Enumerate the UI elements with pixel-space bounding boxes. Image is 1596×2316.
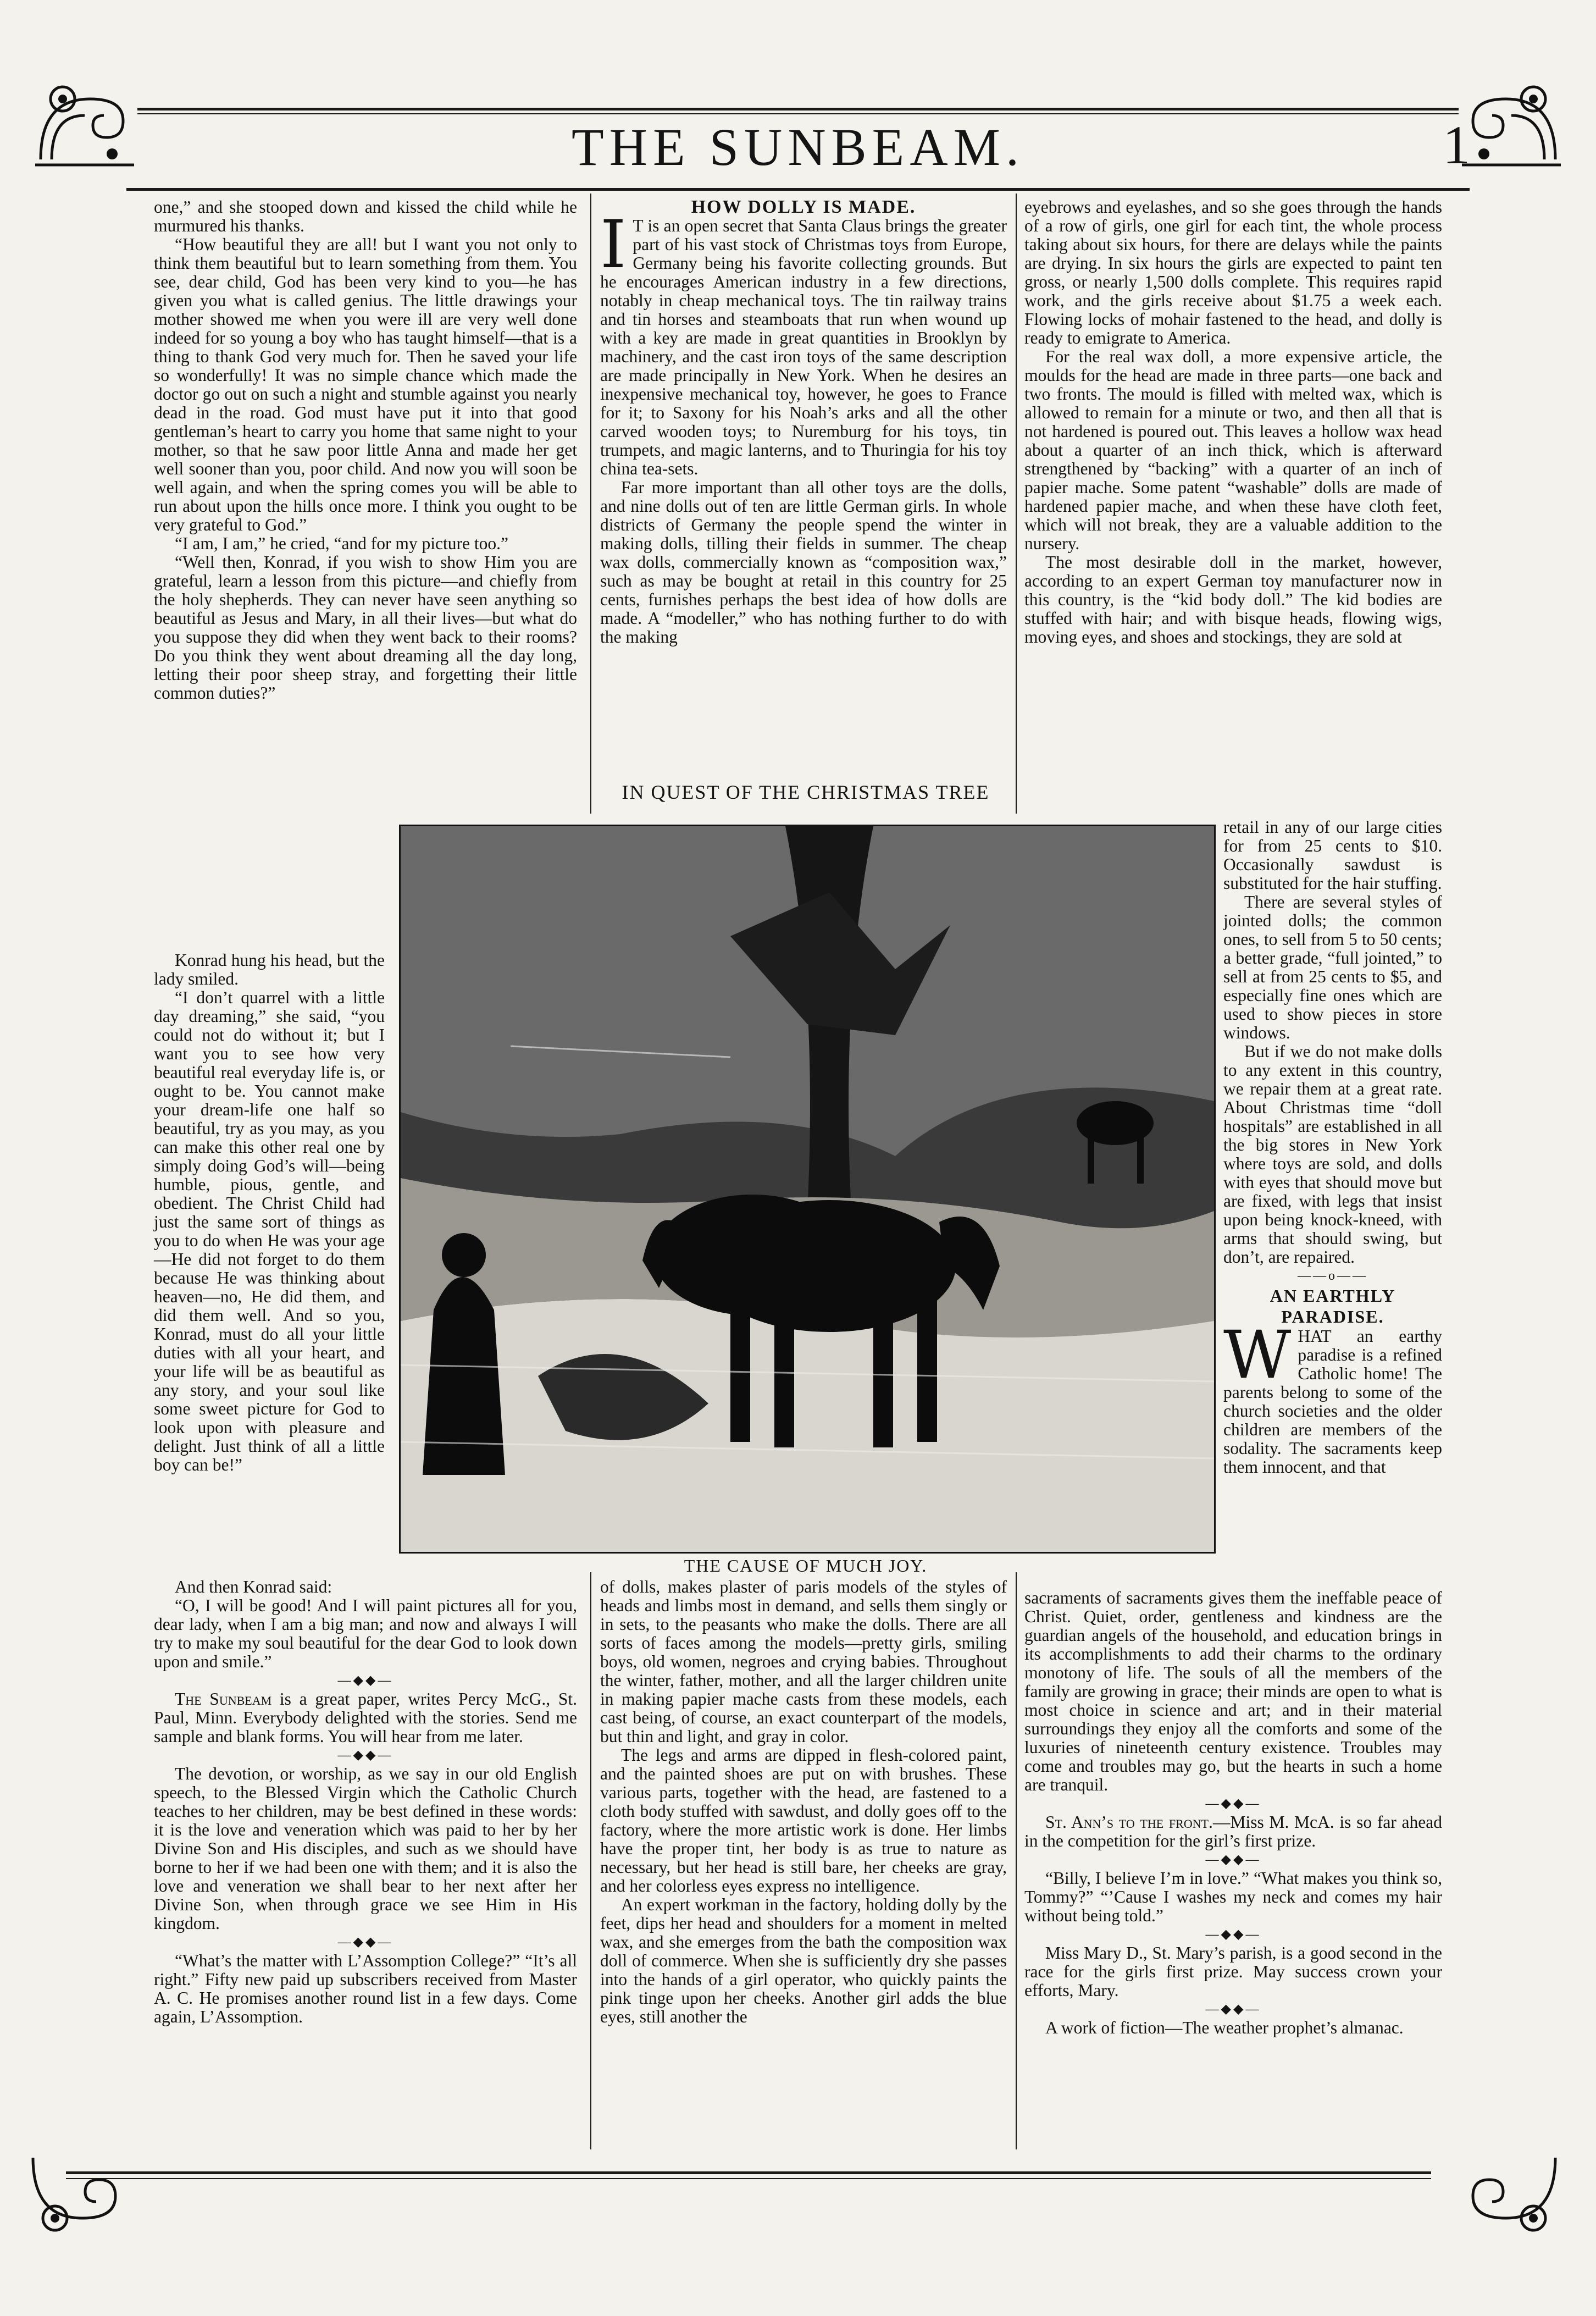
article-heading-dolly: HOW DOLLY IS MADE.: [691, 197, 916, 217]
col1-paragraph: The devotion, or worship, as we say in our old English speech, to the Blessed Virgin which the Catholic Church teaches to her children, may be best defined in these words: it is the love and veneration which was paid to her by her Divine Son and His disciples, and such as we should have borne to her if we had been one with them; and it is also the love and veneration we shall bear to her next after her Divine Son, when through grace we see Him in His kingdom.: [154, 1764, 577, 1933]
col3-paragraph: Miss Mary D., St. Mary’s parish, is a good second in the race for the girls first prize. May success crown your efforts, Mary.: [1024, 1943, 1442, 2000]
column-separator-right: [1016, 194, 1017, 814]
column-2: [600, 198, 1007, 646]
col1-paragraph: “O, I will be good! And I will paint pictures all for you, dear lady, when I am a big man; and now and always I will try to make my soul beautiful for the dear God to look down upon and smile.”: [154, 1596, 577, 1671]
col3-paragraph: retail in any of our large cities for from 25 cents to $10. Occasionally sawdust is substituted for the hair stuffing.: [1223, 817, 1442, 893]
column-3-narrow: [1223, 818, 1442, 1477]
col3-paragraph: HAT an earthy paradise is a refined Catholic home! The parents belong to some of the church societies and the older children are members of the sodality. The sacraments keep them innocent, and that: [1223, 1326, 1442, 1477]
col1-paragraph: “How beautiful they are all! but I want you not only to think them beautiful but to learn something from them. You see, dear child, God has been very kind to you—he has given you what is called genius. The little drawings your mother showed me when you were ill are very well done indeed for so young a boy who has taught himself—that is a thing to thank God very much for. Then he saved your life so wonderfully! It was no simple chance which made the doctor go out on such a night and stumble against you nearly dead in the road. God must have put it into that good gentleman’s heart to carry you home that same night to your mother, so that he saw poor little Anna and made her get well sooner than you, poor child. And now you will soon be well again, and when the spring comes you will be able to run about upon the hills once more. I think you ought to be very grateful to God.”: [154, 235, 577, 534]
winter-scene-horses-icon: [401, 826, 1214, 1552]
col3-paragraph: A work of fiction—The weather prophet’s almanac.: [1045, 2018, 1404, 2037]
col1-paragraph: “What’s the matter with L’Assomption College?” “It’s all right.” Fifty new paid up subscribers received from Master A. C. He promises another round list in a few days. Come again, L’Assomption.: [154, 1951, 577, 2026]
page-number: 1: [1443, 114, 1470, 175]
col1-paragraph: “Well then, Konrad, if you wish to show Him you are grateful, learn a lesson from this picture—and chiefly from the holy shepherds. They can never have seen anything so beautiful as Jesus and Mary, in all their lives—but what do you suppose they did when they went back to their rooms? Do you think they went about dreaming all the day long, letting their poor sheep stray, and forgetting their little common duties?”: [154, 552, 577, 703]
separator-ornament: —◆◆—: [337, 1935, 394, 1949]
col3-paragraph: eyebrows and eyelashes, and so she goes through the hands of a row of girls, one girl for each tint, the whole process taking about six hours, for there are delays while the paints are drying. In six hours the girls are expected to paint ten gross, or nearly 1,500 dolls complete. This requires rapid work, and the girls receive about $1.75 a week each. Flowing locks of mohair fastened to the head, and dolly is ready to emigrate to America.: [1024, 197, 1442, 347]
column-1-lower: [154, 1578, 577, 2026]
ornament-bottom-right-icon: [1456, 2147, 1566, 2240]
col2-paragraph: The legs and arms are dipped in flesh-colored paint, and the painted shoes are put on with brushes. These various parts, together with the head, are fastened to a cloth body stuffed with sawdust, and dolly goes off to the factory, where the more artistic work is done. Her limbs have the proper tint, her body is as true to nature as necessary, but her head is still bare, her cheeks are gray, and her colorless eyes express no intelligence.: [600, 1745, 1007, 1895]
illustration-title: IN QUEST OF THE CHRISTMAS TREE: [622, 781, 990, 803]
col2-paragraph: An expert workman in the factory, holding dolly by the feet, dips her head and shoulders for a moment in melted wax, and she emerges from the bath the composition wax doll of commerce. When she is sufficiently dry she passes into the hands of a girl operator, who quickly paints the pink tinge upon her cheeks. Another girl adds the blue eyes, still another the: [600, 1895, 1007, 2026]
col1-paragraph: “I don’t quarrel with a little day dreaming,” she said, “you could not do without it; but I want you to see how very beautiful real everyday life is, or ought to be. You cannot make your dream-life one half so beautiful, try as you may, as you can make this other real one by simply doing God’s will—being humble, pious, gentle, and obedient. The Christ Child had just the same sort of things as you to do when He was your age—He did not forget to do them because He was thinking about heaven—no, He did them, and did them well. And so you, Konrad, must do all your little duties with all your heart, and your life will be as beautiful as any story, and your soul like some sweet picture for God to look upon with pleasure and delight. Just think of all a little boy can be!”: [154, 988, 385, 1474]
header-rule-top-inner: [137, 113, 1459, 114]
separator-ornament: —◆◆—: [337, 1748, 394, 1762]
col3-paragraph: —Miss M. McA. is so far ahead in the competition for the girl’s first prize.: [1024, 1812, 1442, 1850]
footer-rule-top: [66, 2171, 1431, 2174]
col3-paragraph: “Billy, I believe I’m in love.” “What makes you think so, Tommy?” “’Cause I washes my neck and comes my hair without being told.”: [1024, 1869, 1442, 1925]
col3-paragraph: But if we do not make dolls to any extent in this country, we repair them at a great rate. About Christmas time “doll hospitals” are established in all the big stores in New York where toys are sold, and dolls with eyes that should move but are fixed, with legs that insist upon being knock-kneed, with arms that should swing, but don’t, are repaired.: [1223, 1042, 1442, 1267]
col1-paragraph-sunbeam: The Sunbeam is a great paper, writes Percy McG., St. Paul, Minn. Everybody delighted with the stories. Send me sample and blank forms. You will hear from me later.: [154, 1689, 577, 1746]
separator-ornament: —◆◆—: [1205, 1853, 1261, 1867]
col3-paragraph: sacraments of sacraments gives them the ineffable peace of Christ. Quiet, order, gentleness and kindness are the guardian angels of the household, and education brings in its accomplishments to add their charms to the ordinary monotony of life. The souls of all the members of the family are growing in grace; their minds are open to what is most choice in science and art; and in their material surroundings they enjoy all the comforts and some of the luxuries of nineteenth century existence. Troubles may come and troubles may go, but the hearts in such a home are tranquil.: [1024, 1588, 1442, 1794]
footer-rule-bottom: [66, 2178, 1431, 2179]
col2-paragraph: Far more important than all other toys are the dolls, and nine dolls out of ten are little German girls. In whole districts of Germany the people spend the winter in making dolls, tilling their fields in summer. The cheap wax dolls, commercially known as “composition wax,” such as may be bought at retail in this country for 25 cents, furnishes perhaps the best idea of how dolls are made. A “modeller,” who has nothing further to do with the making: [600, 478, 1007, 646]
separator-ornament: —◆◆—: [337, 1673, 394, 1688]
illustration-caption: THE CAUSE OF MUCH JOY.: [684, 1556, 928, 1576]
dropcap-letter: I: [600, 207, 627, 283]
col3-paragraph: For the real wax doll, a more expensive article, the moulds for the head are made in three parts—one back and two fronts. The mould is filled with melted wax, which is allowed to remain for a minute or two, and then all that is not hardened is poured out. This leaves a hollow wax head about a quarter of an inch thick, which is afterward strengthened by “backing” with a quarter of an inch of papier mache. Some patent “washable” dolls are made of hardened papier mache, and when these have cloth feet, which will not break, they are a valuable addition to the nursery.: [1024, 347, 1442, 553]
col3-paragraph: There are several styles of jointed dolls; the common ones, to sell from 5 to 50 cents; a better grade, “full jointed,” to sell at from 25 cents to $5, and especially fine ones which are used to show pieces in store windows.: [1223, 892, 1442, 1042]
column-2-lower: [600, 1578, 1007, 2026]
column-separator-right-lower: [1016, 1572, 1017, 2149]
column-separator-left-lower: [590, 1572, 591, 2149]
article-heading-paradise: AN EARTHLY PARADISE.: [1270, 1286, 1396, 1326]
column-1-narrow: [154, 951, 385, 1474]
col3-paragraph: The most desirable doll in the market, however, according to an expert German toy manufacturer now in this country, is the “kid body doll.” The kid bodies are stuffed with hair; and with bisque heads, flowing wigs, moving eyes, and shoes and stockings, they are sold at: [1024, 552, 1442, 646]
sunbeam-name: The Sunbeam: [175, 1689, 272, 1709]
ornament-bottom-left-icon: [22, 2147, 132, 2240]
col1-paragraph: one,” and she stooped down and kissed the child while he murmured his thanks.: [154, 197, 577, 235]
column-3: [1024, 198, 1442, 646]
engraving-image: [399, 825, 1216, 1554]
col2-paragraph: of dolls, makes plaster of paris models of the styles of heads and limbs most in demand, and sells them singly or in sets, to the peasants who make the dolls. There are all sorts of faces among the models—pretty girls, smiling boys, old women, negroes and crying babies. Throughout the winter, father, mother, and all the larger children unite in making papier mache casts from these models, each cast being, of course, an exact counterpart of the models, but thin and light, and gray in color.: [600, 1577, 1007, 1746]
dropcap-letter-w: W: [1223, 1317, 1292, 1394]
col1-paragraph: Konrad hung his head, but the lady smiled.: [154, 950, 385, 988]
col2-paragraph: T is an open secret that Santa Claus brings the greater part of his vast stock of Christmas toys from Europe, Germany being his favorite collecting grounds. But he encourages American industry in a few directions, notably in cheap mechanical toys. The tin railway trains and tin horses and steamboats that run when wound up with a key are made in great quantities in Brooklyn by machinery, and the cast iron toys of the same description are made principally in New York. When he desires an inexpensive mechanical toy, however, he goes to France for it; to Saxony for his Noah’s arks and all the other carved wooden toys; to Nuremburg for his toys, tin trumpets, and magic lanterns, and to Thuringia for his toy china tea-sets.: [600, 216, 1007, 478]
col1-paragraph: “I am, I am,” he cried, “and for my picture too.”: [175, 534, 508, 553]
separator-small: ——o——: [1298, 1269, 1368, 1283]
masthead-title: THE SUNBEAM.: [571, 118, 1024, 176]
column-3-lower: [1024, 1589, 1442, 2037]
header-rule-bottom: [126, 188, 1470, 191]
header-rule-top: [137, 108, 1459, 110]
col1-paragraph: And then Konrad said:: [175, 1577, 332, 1596]
separator-ornament: —◆◆—: [1205, 2002, 1261, 2016]
separator-ornament: —◆◆—: [1205, 1927, 1261, 1942]
st-anns-lead: St. Ann’s to the front.: [1045, 1812, 1213, 1832]
column-1: [154, 198, 577, 703]
separator-ornament: —◆◆—: [1205, 1797, 1261, 1811]
column-separator-left: [590, 194, 591, 814]
